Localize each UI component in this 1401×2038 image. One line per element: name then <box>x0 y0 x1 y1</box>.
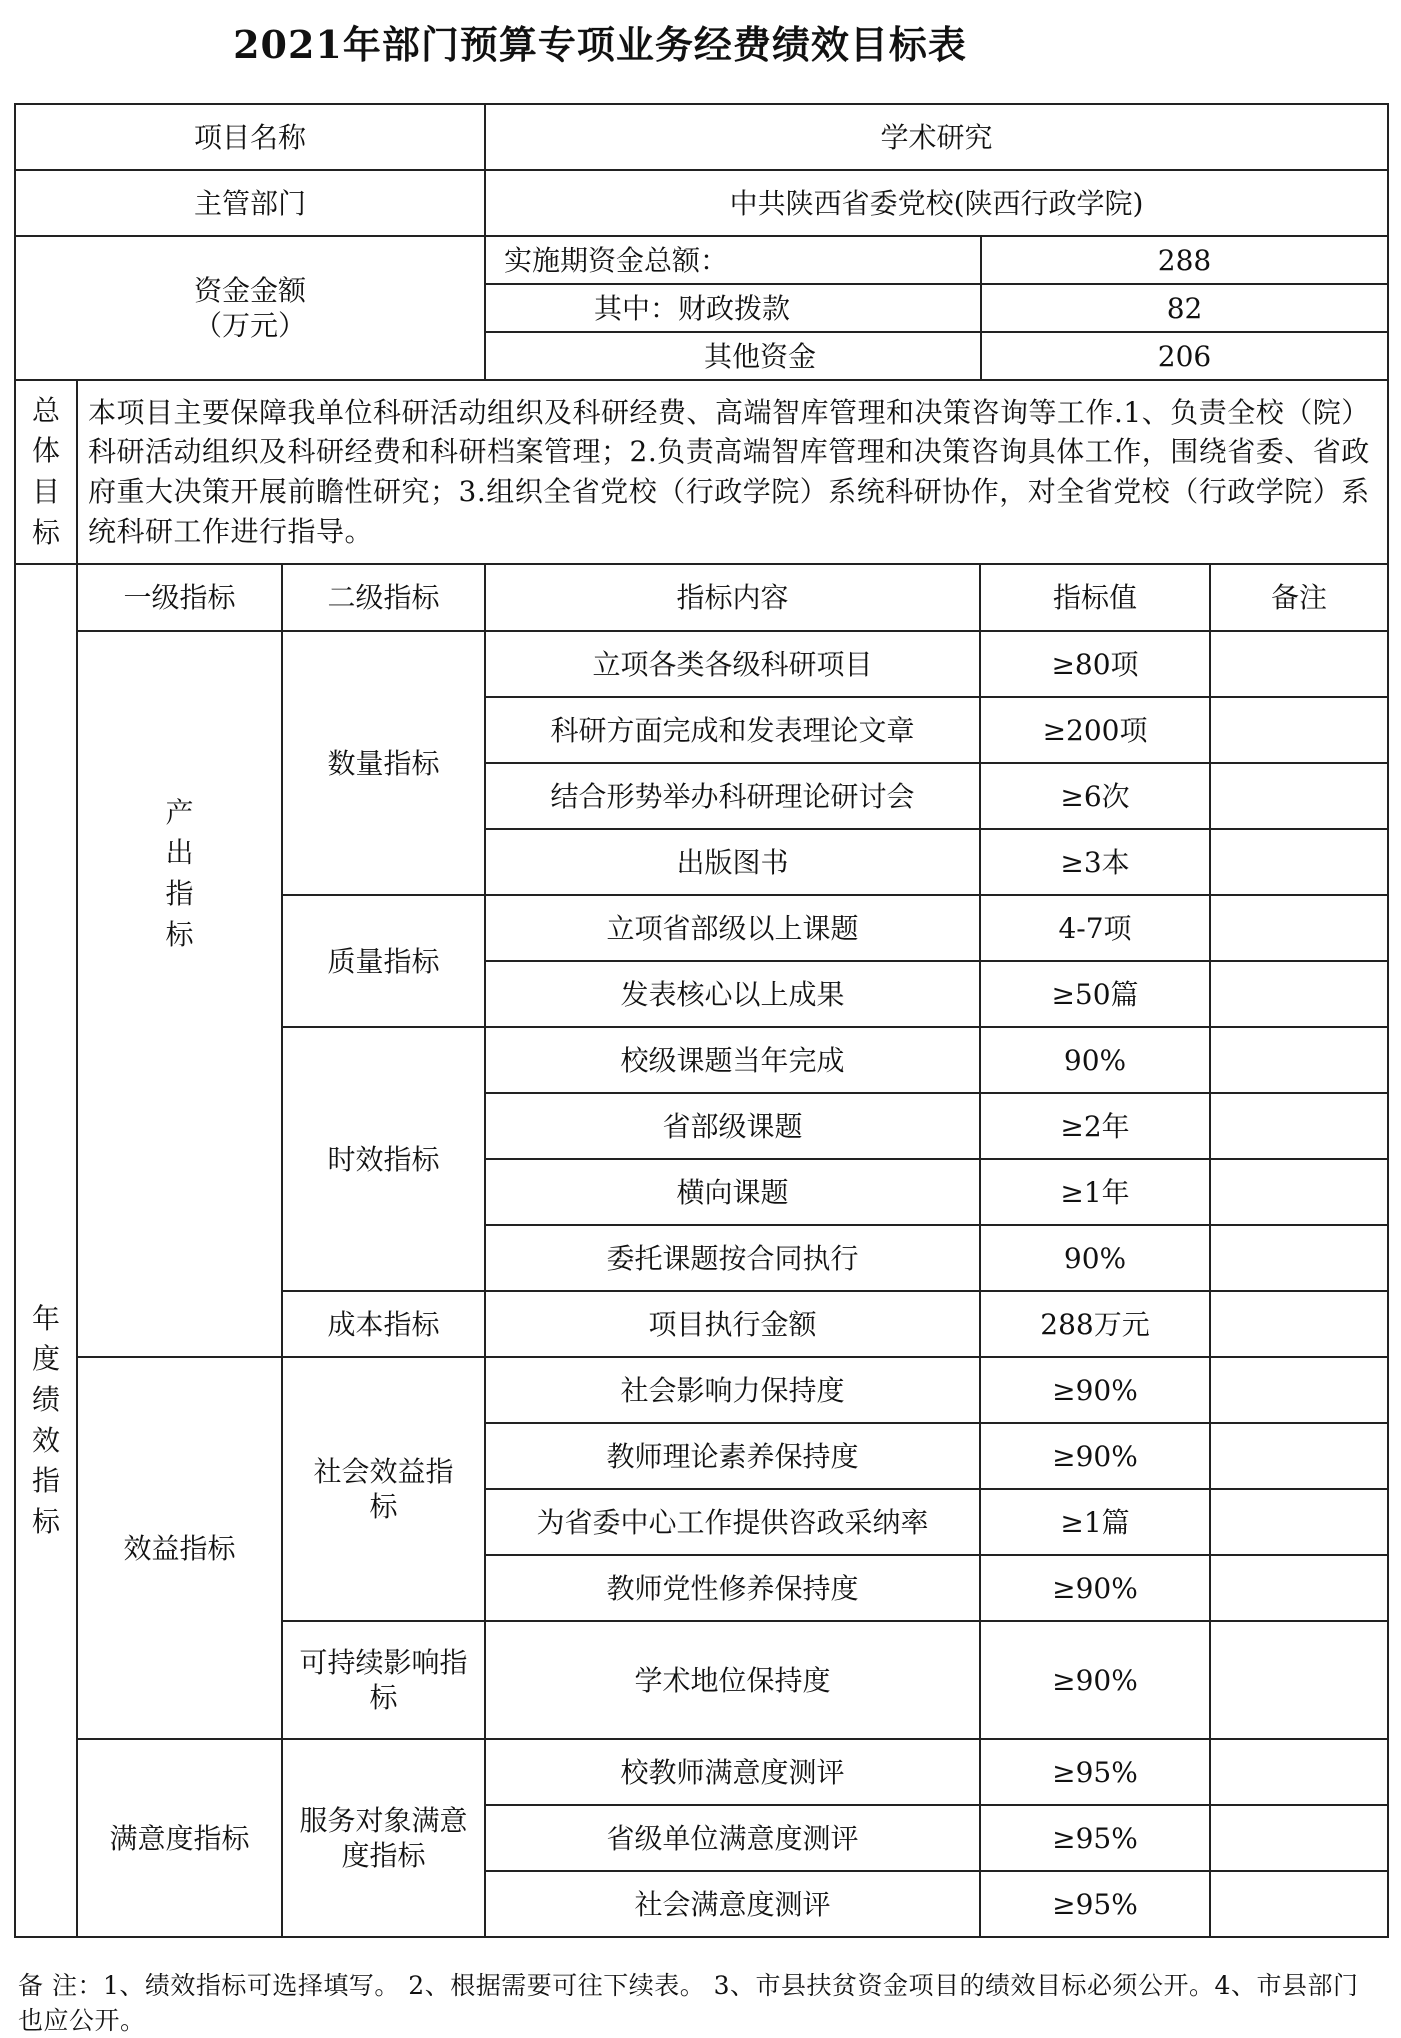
level2-quantity: 数量指标 <box>282 631 485 895</box>
row-content: 发表核心以上成果 <box>485 961 980 1027</box>
row-value: ≥6次 <box>980 763 1210 829</box>
row-note <box>1210 829 1388 895</box>
project-name-row <box>15 104 1388 170</box>
fund-fiscal-label: 其中：财政拨款 <box>486 284 981 332</box>
row-note <box>1210 1093 1388 1159</box>
row-content: 立项各类各级科研项目 <box>485 631 980 697</box>
fund-other-value: 206 <box>981 332 1387 379</box>
row-note <box>1210 961 1388 1027</box>
row-note <box>1210 697 1388 763</box>
performance-table <box>14 103 1389 1938</box>
header-row <box>15 564 1388 631</box>
row-value: 90% <box>980 1225 1210 1291</box>
level1-benefit: 效益指标 <box>77 1357 282 1739</box>
row-value: ≥95% <box>980 1871 1210 1937</box>
row-content: 结合形势举办科研理论研讨会 <box>485 763 980 829</box>
row-content: 省级单位满意度测评 <box>485 1805 980 1871</box>
annual-label: 年度绩效指标 <box>31 1301 60 1538</box>
level2-quality: 质量指标 <box>282 895 485 1027</box>
row-value: ≥90% <box>980 1357 1210 1423</box>
table-row <box>15 631 1388 697</box>
goal-row <box>15 380 1388 564</box>
row-value: ≥90% <box>980 1555 1210 1621</box>
row-value: ≥80项 <box>980 631 1210 697</box>
row-note <box>1210 631 1388 697</box>
dept-row <box>15 170 1388 236</box>
fund-total-label: 实施期资金总额： <box>504 243 729 277</box>
fund-other-row <box>486 332 1387 379</box>
fund-other-label: 其他资金 <box>486 332 981 379</box>
row-note <box>1210 1423 1388 1489</box>
dept-label: 主管部门 <box>15 170 485 236</box>
row-value: ≥200项 <box>980 697 1210 763</box>
row-note <box>1210 895 1388 961</box>
level1-output-cell <box>77 631 282 1357</box>
funds-breakdown <box>485 236 1388 380</box>
row-note <box>1210 1489 1388 1555</box>
table-row <box>15 1739 1388 1805</box>
row-note <box>1210 1225 1388 1291</box>
project-name-label: 项目名称 <box>15 104 485 170</box>
row-value: ≥1篇 <box>980 1489 1210 1555</box>
header-level1: 一级指标 <box>77 564 282 631</box>
row-content: 校级课题当年完成 <box>485 1027 980 1093</box>
row-value: ≥1年 <box>980 1159 1210 1225</box>
page-title: 2021年部门预算专项业务经费绩效目标表 <box>233 22 967 67</box>
row-value: ≥95% <box>980 1805 1210 1871</box>
row-value: ≥3本 <box>980 829 1210 895</box>
row-content: 省部级课题 <box>485 1093 980 1159</box>
level2-cost: 成本指标 <box>282 1291 485 1357</box>
footnote: 备 注：1、绩效指标可选择填写。 2、根据需要可往下续表。 3、市县扶贫资金项目的绩效目标必须公开。4、市县部门也应公开。 <box>18 1971 1359 2035</box>
level1-output: 产出指标 <box>165 795 194 951</box>
goal-text: 本项目主要保障我单位科研活动组织及科研经费、高端智库管理和决策咨询等工作.1、负责全校（院）科研活动组织及科研经费和科研档案管理；2.负责高端智库管理和决策咨询具体工作，围绕省委、省政府重大决策开展前瞻性研究；3.组织全省党校（行政学院）系统科研协作，对全省党校（行政学院）系统科研工作进行指导。 <box>77 380 1388 564</box>
row-note <box>1210 1621 1388 1739</box>
row-value: 90% <box>980 1027 1210 1093</box>
row-value: ≥50篇 <box>980 961 1210 1027</box>
level2-social-benefit: 社会效益指标 <box>282 1357 485 1621</box>
header-level2: 二级指标 <box>282 564 485 631</box>
row-content: 横向课题 <box>485 1159 980 1225</box>
row-content: 教师党性修养保持度 <box>485 1555 980 1621</box>
row-note <box>1210 1555 1388 1621</box>
row-content: 科研方面完成和发表理论文章 <box>485 697 980 763</box>
level1-satisfaction: 满意度指标 <box>77 1739 282 1937</box>
goal-label-cell <box>15 380 77 564</box>
header-content: 指标内容 <box>485 564 980 631</box>
goal-label: 总体目标 <box>31 393 60 549</box>
row-note <box>1210 1739 1388 1805</box>
row-value: ≥95% <box>980 1739 1210 1805</box>
fund-total-row <box>486 237 1387 284</box>
level2-sustainable: 可持续影响指标 <box>282 1621 485 1739</box>
level2-service-satisfaction: 服务对象满意度指标 <box>282 1739 485 1937</box>
fund-fiscal-value: 82 <box>981 284 1387 332</box>
row-value: ≥2年 <box>980 1093 1210 1159</box>
level2-timeliness: 时效指标 <box>282 1027 485 1291</box>
row-note <box>1210 1291 1388 1357</box>
header-value: 指标值 <box>980 564 1210 631</box>
row-note <box>1210 1871 1388 1937</box>
table-row <box>15 1357 1388 1423</box>
header-note: 备注 <box>1210 564 1388 631</box>
annual-label-cell <box>15 564 77 1937</box>
row-content: 出版图书 <box>485 829 980 895</box>
row-value: 288万元 <box>980 1291 1210 1357</box>
row-note <box>1210 1805 1388 1871</box>
fund-total-value: 288 <box>981 237 1387 284</box>
dept-value: 中共陕西省委党校(陕西行政学院) <box>485 170 1388 236</box>
row-content: 校教师满意度测评 <box>485 1739 980 1805</box>
row-note <box>1210 1159 1388 1225</box>
row-content: 项目执行金额 <box>485 1291 980 1357</box>
row-content: 学术地位保持度 <box>485 1621 980 1739</box>
row-value: ≥90% <box>980 1423 1210 1489</box>
row-note <box>1210 763 1388 829</box>
row-note <box>1210 1357 1388 1423</box>
row-content: 立项省部级以上课题 <box>485 895 980 961</box>
row-value: 4-7项 <box>980 895 1210 961</box>
row-content: 教师理论素养保持度 <box>485 1423 980 1489</box>
project-name-value: 学术研究 <box>485 104 1388 170</box>
funds-row <box>15 236 1388 380</box>
row-value: ≥90% <box>980 1621 1210 1739</box>
fund-fiscal-row <box>486 284 1387 332</box>
row-content: 委托课题按合同执行 <box>485 1225 980 1291</box>
row-content: 社会影响力保持度 <box>485 1357 980 1423</box>
row-note <box>1210 1027 1388 1093</box>
funds-label: 资金金额 （万元） <box>15 236 485 380</box>
row-content: 为省委中心工作提供咨政采纳率 <box>485 1489 980 1555</box>
row-content: 社会满意度测评 <box>485 1871 980 1937</box>
